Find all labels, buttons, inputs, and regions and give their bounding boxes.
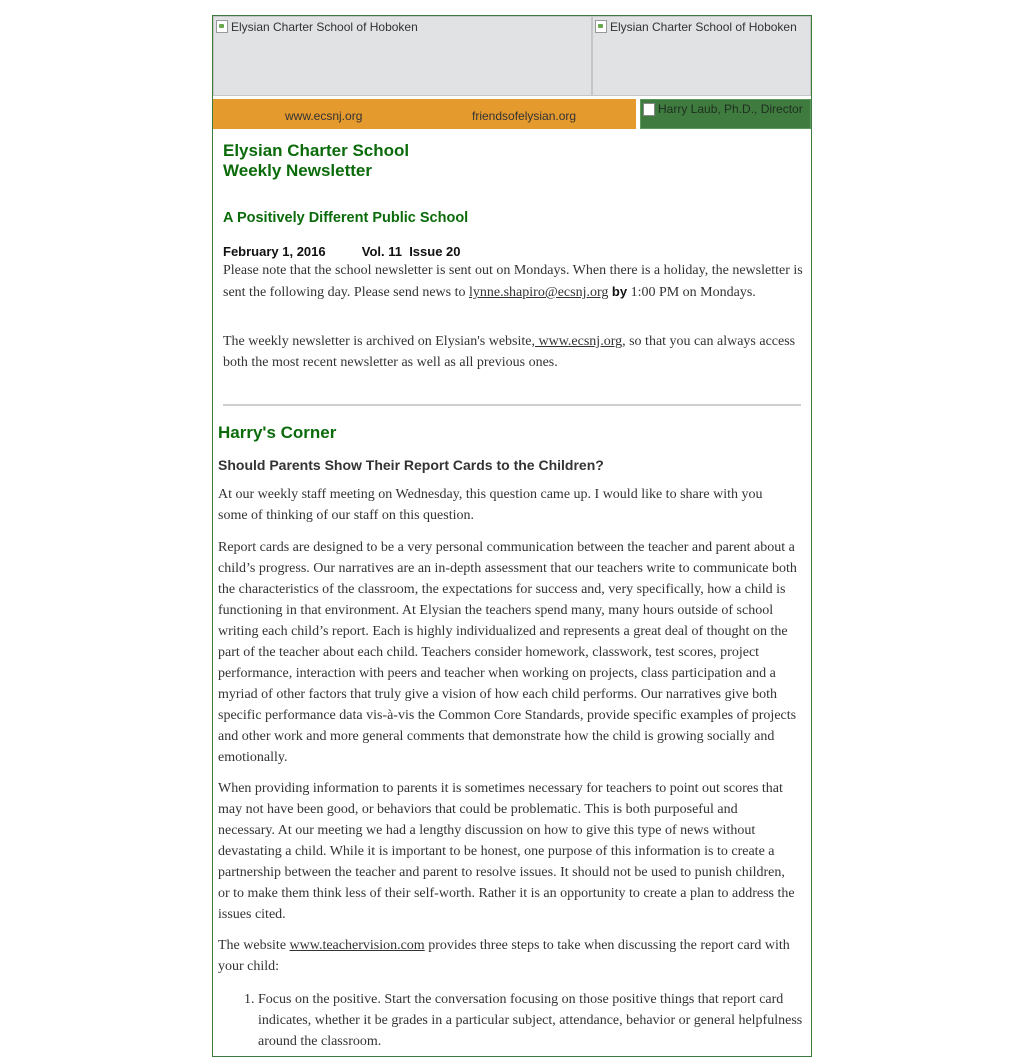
director-image	[640, 99, 811, 129]
archive-text-end: , so that you can always access both the most recent newsletter as well as all previous ones.	[223, 334, 796, 370]
broken-image-icon	[643, 103, 655, 116]
newsletter-frame	[212, 15, 812, 1057]
link-friends-of-elysian[interactable]: friendsofelysian.org	[472, 109, 577, 123]
harrys-corner-heading: Harry's Corner	[218, 423, 337, 442]
notice-text: Please note that the school newsletter is sent out on Mondays. When there is a holiday, the newsletter is sent the following day. Please send news to	[223, 263, 803, 300]
article-question: Should Parents Show Their Report Cards to the Children?	[218, 457, 604, 473]
article-paragraph	[218, 935, 798, 977]
title-line-2: Weekly Newsletter	[223, 161, 372, 180]
links-bar	[213, 99, 636, 129]
broken-image-icon	[216, 20, 228, 33]
banner-right-alt-text: Elysian Charter School of Hoboken	[610, 20, 797, 34]
issue-dateline	[223, 244, 461, 259]
tagline: A Positively Different Public School	[223, 210, 469, 226]
link-ecsnj[interactable]: www.ecsnj.org	[285, 109, 363, 123]
archive-notice	[223, 331, 803, 373]
website-link[interactable]: www.ecsnj.org	[535, 334, 623, 349]
notice-by: by	[611, 284, 628, 299]
title-line-1: Elysian Charter School	[223, 141, 410, 160]
teachervision-link[interactable]: www.teachervision.com	[289, 938, 425, 953]
email-link[interactable]: lynne.shapiro@ecsnj.org	[469, 285, 609, 300]
send-news-notice	[223, 260, 803, 303]
article-paragraph: Report cards are designed to be a very personal communication between the teacher and parent about a child’s progress. Our narratives are an in-depth assessment that our teachers write to communicate both the characteristics of the classroom, the expectations for success and, very specifically, how a child is functioning in that environment. At Elysian the teachers spend many, many hours outside of school writing each child’s report. Each is highly individualized and represents a great deal of thought on the part of the teacher about each child. Teachers consider homework, classwork, test scores, project performance, interaction with peers and teacher when working on projects, class participation and a myriad of other factors that truly give a vision of how each child performs. Our narratives give both specific performance data vis-à-vis the Common Core Standards, provide specific examples of projects and other work and more general comments that demonstrate how the child is growing socially and emotionally.	[218, 540, 797, 765]
issue-date: February 1, 2016	[223, 244, 326, 259]
school-banner-image-right	[592, 16, 811, 96]
banner-left-alt-text: Elysian Charter School of Hoboken	[231, 20, 418, 34]
p4-text-end: provides three steps to take when discussing the report card with your child:	[218, 938, 790, 974]
list-item: 1. Focus on the positive. Start the conversation focusing on those positive things that report card indicates, whether it be grades in a particular subject, attendance, behavior or general helpfulness around the classroom.	[258, 989, 803, 1052]
issue-volume: Vol. 11 Issue 20	[361, 244, 461, 259]
section-divider	[223, 404, 801, 406]
article-paragraph: At our weekly staff meeting on Wednesday, this question came up. I would like to share with you some of thinking of our staff on this question.	[218, 487, 763, 523]
p4-text: The website	[218, 938, 290, 953]
broken-image-icon	[595, 20, 607, 33]
newsletter-title	[223, 141, 409, 181]
school-banner-image-left	[213, 16, 592, 96]
director-alt-text: Harry Laub, Ph.D., Director	[658, 102, 803, 116]
steps-list	[218, 989, 803, 1052]
notice-text-end: 1:00 PM on Mondays.	[627, 285, 756, 300]
article-paragraph: When providing information to parents it is sometimes necessary for teachers to point out scores that may not have been good, or behaviors that could be problematic. This is both purposeful and necessary. At our meeting we had a lengthy discussion on how to give this type of news without devastating a child. While it is important to be honest, one purpose of this information is to create a partnership between the teacher and parent to resolve issues. It should not be used to punish children, or to make them think less of their self-worth. Rather it is an opportunity to create a plan to address the issues cited.	[218, 781, 795, 922]
archive-text: The weekly newsletter is archived on Elysian's website,	[223, 334, 535, 349]
